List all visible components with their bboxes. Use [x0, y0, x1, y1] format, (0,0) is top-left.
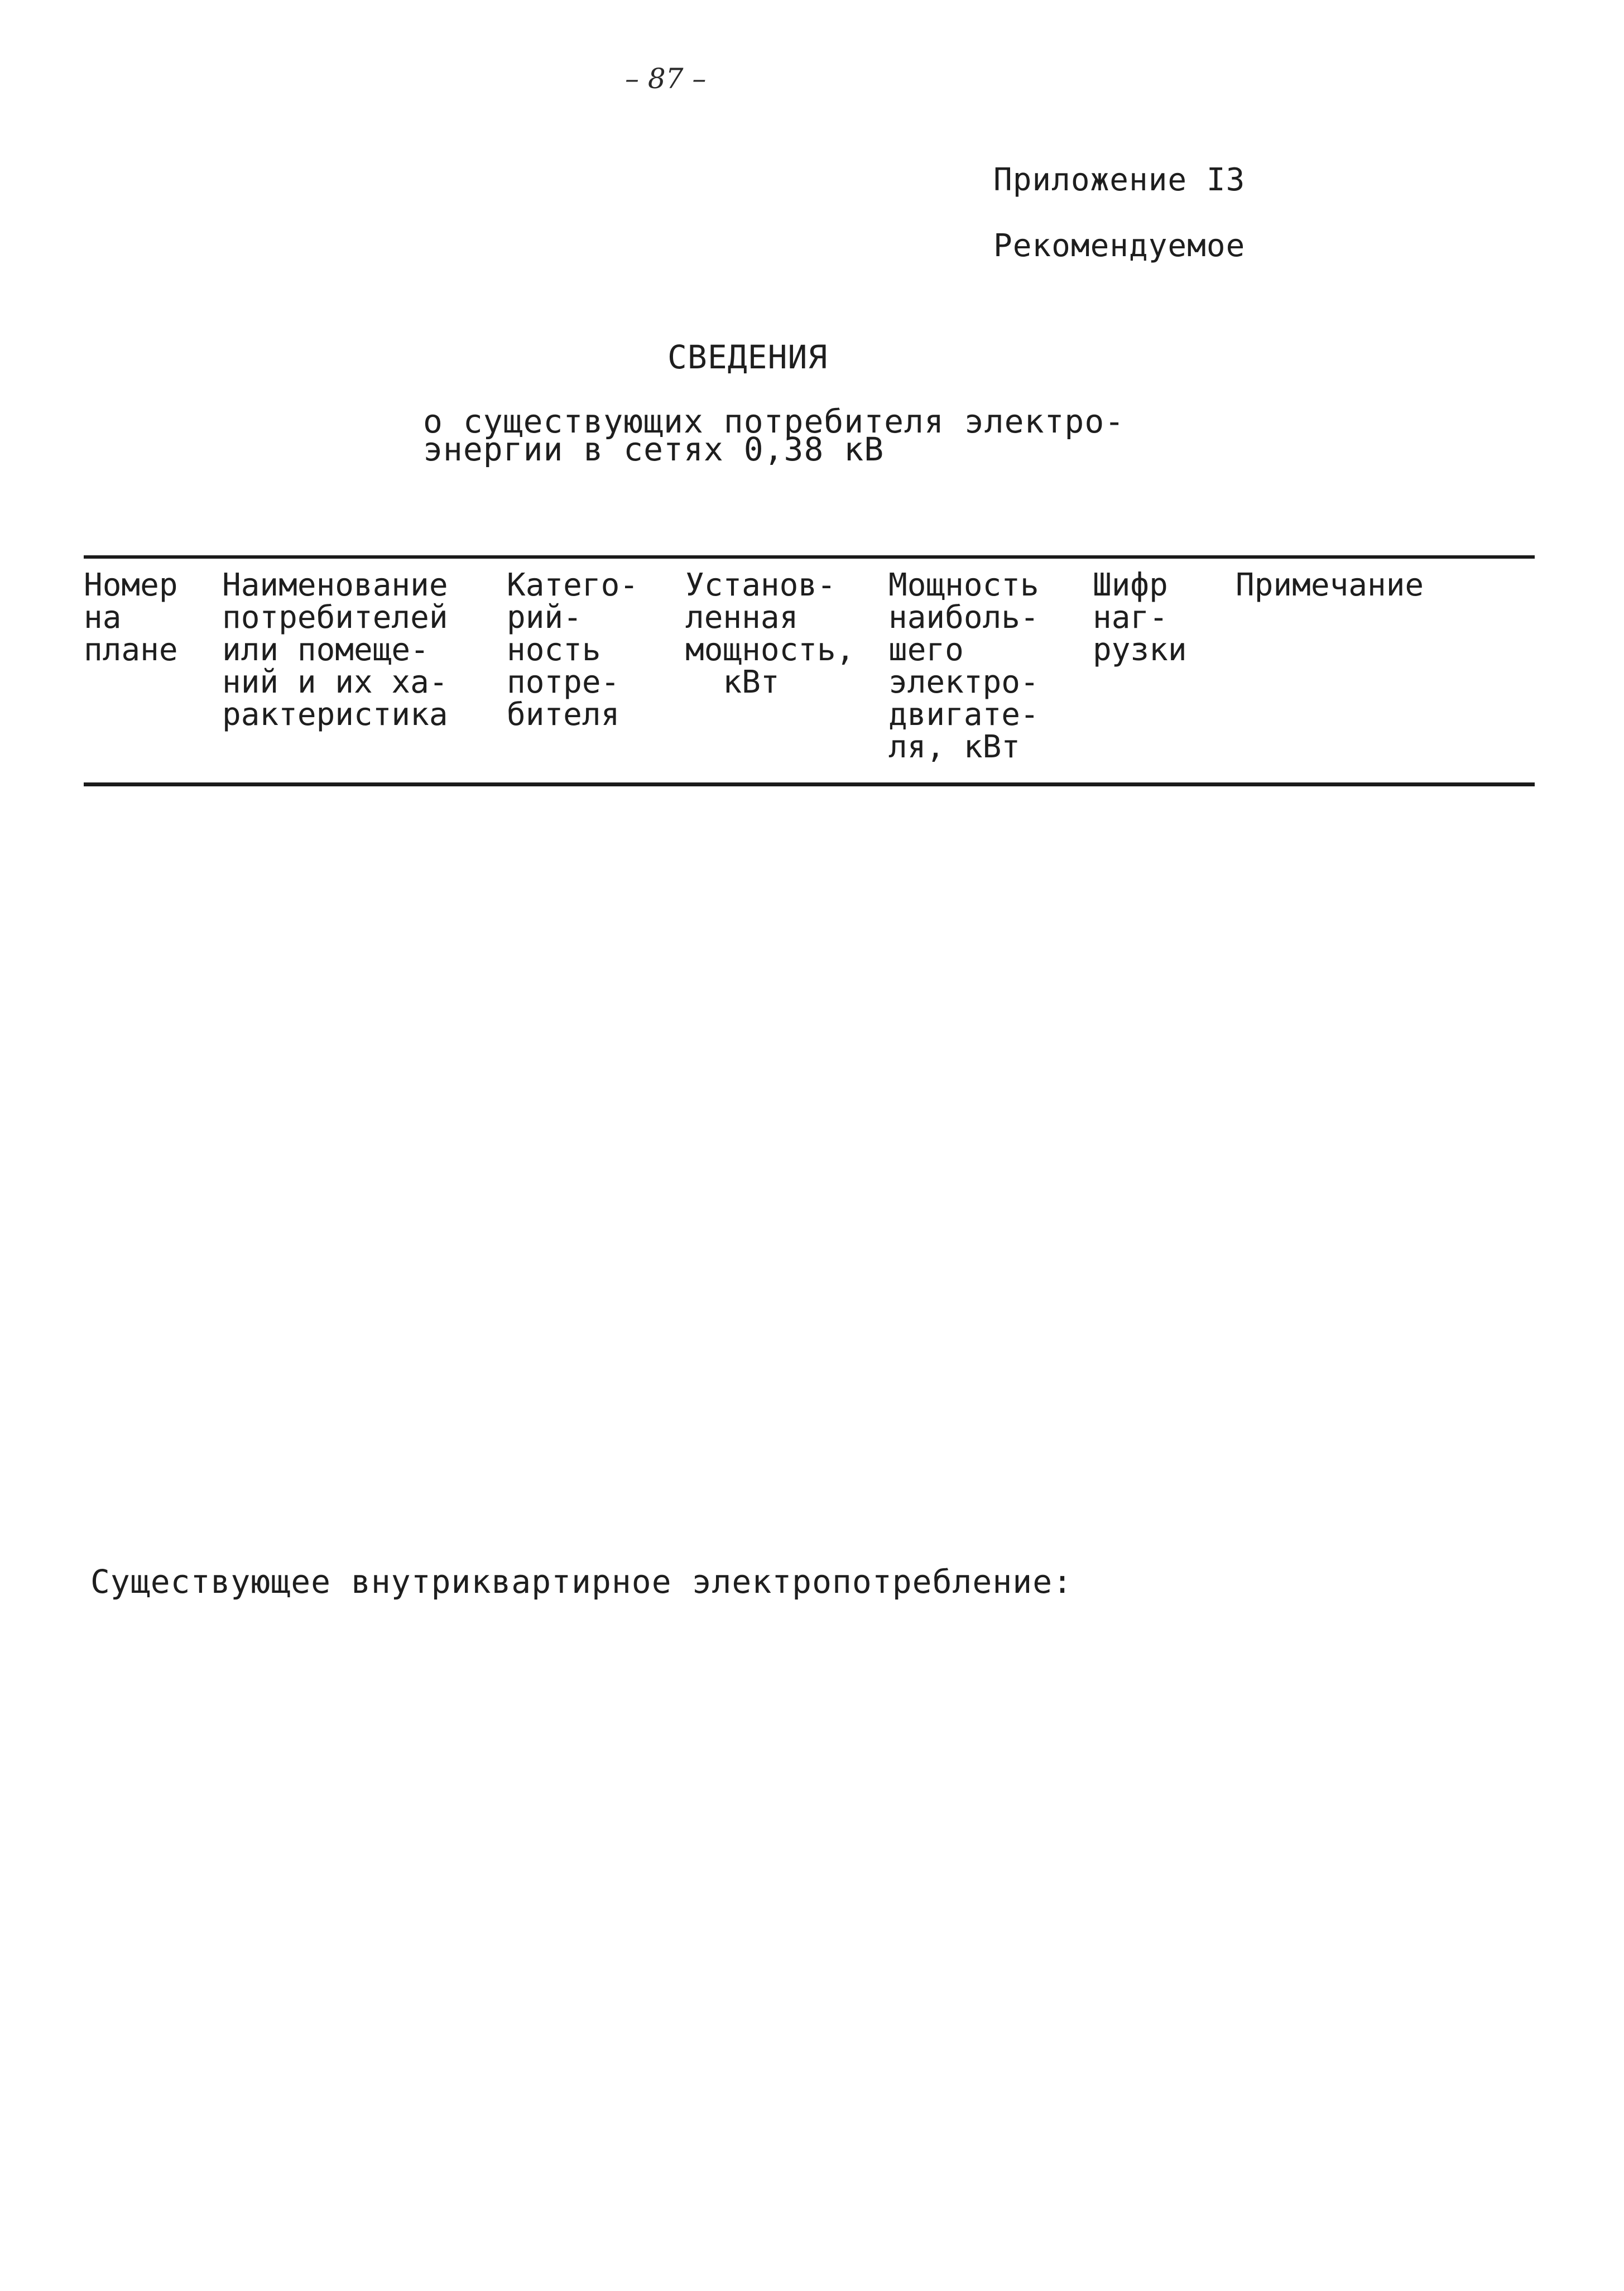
column-header-note: Примечание: [1236, 567, 1424, 603]
appendix-label: Приложение I3: [993, 162, 1246, 198]
column-header-max-motor-power: Мощность наиболь- шего электро- двигате- ля, кВт: [888, 567, 1039, 765]
page-number: – 87 –: [625, 63, 707, 95]
column-header-load-code: Шифр наг- рузки: [1093, 567, 1187, 668]
column-header-installed-power: Установ- ленная мощность, кВт: [685, 567, 855, 700]
page-subtitle: о существующих потребителя электро- энергии в сетях 0,38 кВ: [423, 402, 1125, 468]
table-bottom-rule: [84, 782, 1535, 786]
column-header-consumer-name: Наименование потребителей или помеще- ний и их ха- рактеристика: [222, 567, 448, 733]
column-header-category: Катего- рий- ность потре- бителя: [507, 567, 639, 733]
column-header-plan-number: Номер на плане: [84, 567, 178, 668]
existing-consumption-label: Существующее внутриквартирное электропотребление:: [90, 1563, 1073, 1601]
status-label: Рекомендуемое: [993, 228, 1246, 264]
page-title: СВЕДЕНИЯ: [667, 338, 828, 376]
table-top-rule: [84, 555, 1535, 559]
